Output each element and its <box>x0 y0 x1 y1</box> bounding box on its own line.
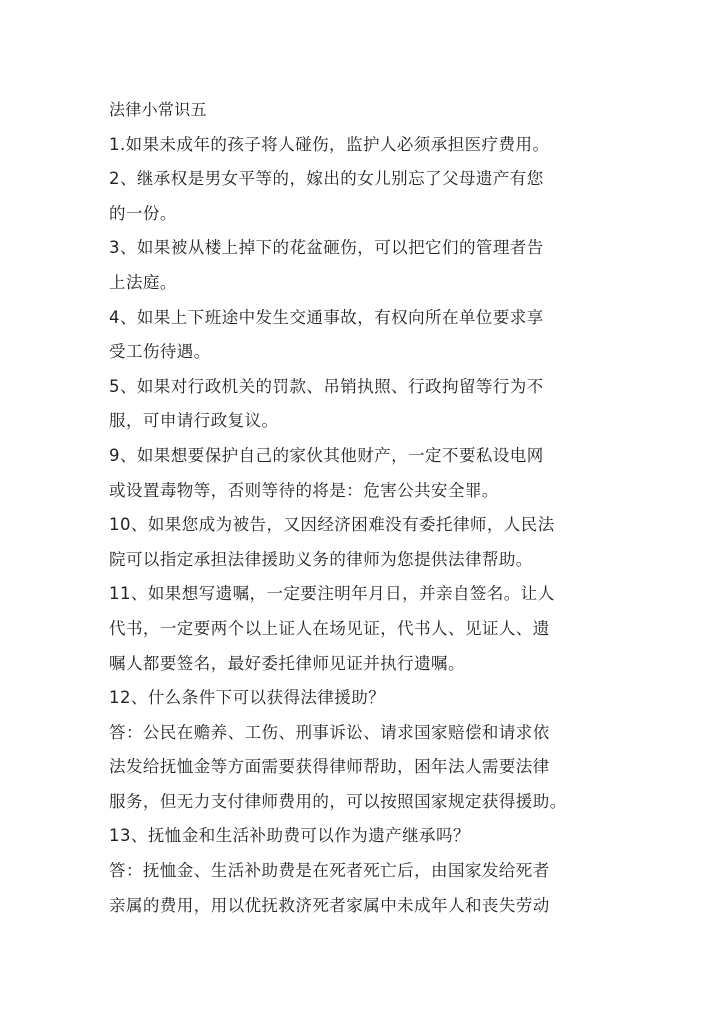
text-line: 法发给抚恤金等方面需要获得律师帮助，困年法人需要法律 <box>109 757 550 777</box>
text-line: 亲属的费用，用以优抚救济死者家属中未成年人和丧失劳动 <box>109 895 550 915</box>
text-line: 答：公民在赡养、工伤、刑事诉讼、请求国家赔偿和请求依 <box>109 722 550 742</box>
text-line: 4、如果上下班途中发生交通事故，有权向所在单位要求享 <box>109 307 544 327</box>
text-line: 或设置毒物等，否则等待的将是：危害公共安全罪。 <box>109 480 499 500</box>
text-line: 答：抚恤金、生活补助费是在死者死亡后，由国家发给死者 <box>109 861 550 881</box>
text-line: 服务，但无力支付律师费用的，可以按照国家规定获得援助。 <box>109 791 567 811</box>
text-line: 院可以指定承担法律援助义务的律师为您提供法律帮助。 <box>109 549 533 569</box>
text-line: 嘱人都要签名，最好委托律师见证并执行遗嘱。 <box>109 653 465 673</box>
text-line: 3、如果被从楼上掉下的花盆砸伤，可以把它们的管理者告 <box>109 238 544 258</box>
text-line: 服，可申请行政复议。 <box>109 411 279 431</box>
text-line: 12、什么条件下可以获得法律援助？ <box>109 688 386 708</box>
text-line: 10、如果您成为被告，又因经济困难没有委托律师，人民法 <box>109 515 555 535</box>
document-body <box>109 93 629 923</box>
document-title: 法律小常识五 <box>109 100 207 119</box>
text-line: 13、抚恤金和生活补助费可以作为遗产继承吗？ <box>109 826 470 846</box>
text-line: 5、如果对行政机关的罚款、吊销执照、行政拘留等行为不 <box>109 376 544 396</box>
text-line: 11、如果想写遗嘱，一定要注明年月日，并亲自签名。让人 <box>109 584 555 604</box>
text-line: 受工伤待遇。 <box>109 342 211 362</box>
text-line: 1.如果未成年的孩子将人碰伤，监护人必须承担医疗费用。 <box>109 134 550 154</box>
text-line: 2、继承权是男女平等的，嫁出的女儿别忘了父母遗产有您 <box>109 169 544 189</box>
text-line: 的一份。 <box>109 203 177 223</box>
text-line: 上法庭。 <box>109 272 177 292</box>
text-line: 9、如果想要保护自己的家伙其他财产，一定不要私设电网 <box>109 445 544 465</box>
text-line: 代书，一定要两个以上证人在场见证，代书人、见证人、遗 <box>109 618 550 638</box>
